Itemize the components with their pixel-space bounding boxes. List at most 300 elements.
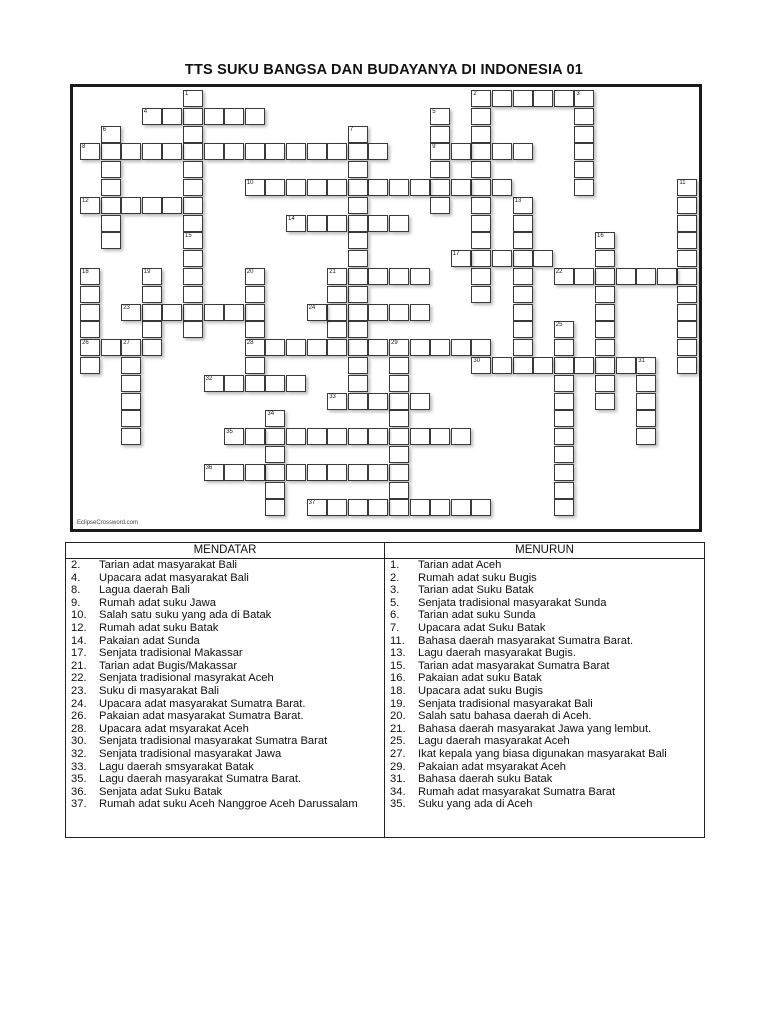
grid-cell[interactable] (389, 393, 409, 410)
grid-cell[interactable] (204, 464, 224, 481)
grid-cell[interactable] (101, 126, 121, 143)
grid-cell[interactable] (595, 232, 615, 249)
grid-cell[interactable] (348, 499, 368, 516)
grid-cell[interactable] (265, 482, 285, 499)
grid-cell[interactable] (80, 268, 100, 285)
grid-cell[interactable] (389, 499, 409, 516)
grid-cell[interactable] (348, 197, 368, 214)
grid-cell[interactable] (533, 250, 553, 267)
clue-text: Senjata adat Suku Batak (99, 785, 223, 798)
grid-cell[interactable] (245, 357, 265, 374)
grid-cell[interactable] (183, 197, 203, 214)
grid-cell[interactable] (471, 179, 491, 196)
grid-cell[interactable] (121, 197, 141, 214)
grid-cell[interactable] (348, 304, 368, 321)
grid-cell[interactable] (595, 339, 615, 356)
across-clue-list (66, 559, 384, 811)
grid-cell[interactable] (121, 304, 141, 321)
grid-cell[interactable] (245, 339, 265, 356)
grid-cell[interactable] (636, 268, 656, 285)
grid-cell[interactable] (183, 126, 203, 143)
grid-cell[interactable] (410, 428, 430, 445)
grid-cell[interactable] (368, 428, 388, 445)
grid-cell[interactable] (410, 339, 430, 356)
grid-cell[interactable] (513, 268, 533, 285)
grid-cell[interactable] (430, 499, 450, 516)
grid-cell[interactable] (101, 179, 121, 196)
clue-item (66, 773, 384, 786)
grid-cell[interactable] (245, 464, 265, 481)
grid-cell[interactable] (430, 428, 450, 445)
grid-cell[interactable] (513, 90, 533, 107)
grid-cell[interactable] (430, 161, 450, 178)
grid-cell[interactable] (368, 464, 388, 481)
grid-cell[interactable] (410, 304, 430, 321)
grid-cell[interactable] (327, 179, 347, 196)
grid-cell[interactable] (657, 268, 677, 285)
clue-number: 28 (246, 340, 254, 347)
grid-cell[interactable] (574, 268, 594, 285)
grid-cell[interactable] (348, 143, 368, 160)
grid-cell[interactable] (245, 304, 265, 321)
clue-text: Senjata tradisional masyarakat Bali (418, 697, 593, 710)
grid-cell[interactable] (142, 304, 162, 321)
clue-text: Senjata tradisional masyrakat Aceh (99, 672, 274, 685)
grid-cell[interactable] (265, 339, 285, 356)
grid-cell[interactable] (389, 357, 409, 374)
grid-cell[interactable] (410, 268, 430, 285)
grid-cell[interactable] (636, 357, 656, 374)
grid-cell[interactable] (348, 357, 368, 374)
grid-cell[interactable] (327, 215, 347, 232)
grid-cell[interactable] (430, 108, 450, 125)
grid-cell[interactable] (327, 339, 347, 356)
clue-item (66, 685, 384, 698)
grid-cell[interactable] (554, 446, 574, 463)
clue-item (385, 584, 704, 597)
grid-cell[interactable] (204, 143, 224, 160)
grid-cell[interactable] (348, 215, 368, 232)
grid-cell[interactable] (492, 250, 512, 267)
grid-cell[interactable] (368, 393, 388, 410)
grid-cell[interactable] (327, 393, 347, 410)
grid-cell[interactable] (162, 197, 182, 214)
grid-cell[interactable] (142, 108, 162, 125)
grid-cell[interactable] (451, 428, 471, 445)
grid-cell[interactable] (636, 393, 656, 410)
grid-cell[interactable] (101, 143, 121, 160)
grid-cell[interactable] (677, 286, 697, 303)
grid-cell[interactable] (368, 268, 388, 285)
grid-cell[interactable] (327, 428, 347, 445)
grid-cell[interactable] (677, 321, 697, 338)
grid-cell[interactable] (368, 339, 388, 356)
grid-cell[interactable] (616, 268, 636, 285)
grid-cell[interactable] (183, 321, 203, 338)
grid-cell[interactable] (183, 250, 203, 267)
grid-cell[interactable] (307, 179, 327, 196)
grid-cell[interactable] (204, 108, 224, 125)
grid-cell[interactable] (430, 179, 450, 196)
grid-cell[interactable] (265, 179, 285, 196)
grid-cell[interactable] (389, 268, 409, 285)
clue-text: Pakaian adat msyarakat Aceh (418, 760, 567, 773)
grid-cell[interactable] (595, 375, 615, 392)
clue-text: Lagua daerah Bali (99, 584, 190, 597)
grid-cell[interactable] (430, 143, 450, 160)
grid-cell[interactable] (492, 179, 512, 196)
clue-number: 34 (267, 411, 275, 418)
clue-number: 17 (452, 251, 460, 258)
grid-cell[interactable] (389, 304, 409, 321)
grid-cell[interactable] (121, 357, 141, 374)
grid-cell[interactable] (327, 321, 347, 338)
grid-cell[interactable] (389, 464, 409, 481)
grid-cell[interactable] (513, 250, 533, 267)
grid-cell[interactable] (677, 304, 697, 321)
grid-cell[interactable] (574, 126, 594, 143)
grid-cell[interactable] (183, 90, 203, 107)
grid-cell[interactable] (533, 90, 553, 107)
clue-text: Salah satu bahasa daerah di Aceh. (418, 710, 592, 723)
clue-text: Upacara adat Suku Batak (418, 621, 546, 634)
grid-cell[interactable] (513, 321, 533, 338)
grid-cell[interactable] (471, 232, 491, 249)
grid-cell[interactable] (183, 286, 203, 303)
grid-cell[interactable] (471, 161, 491, 178)
grid-cell[interactable] (595, 250, 615, 267)
grid-cell[interactable] (410, 393, 430, 410)
grid-cell[interactable] (492, 90, 512, 107)
grid-cell[interactable] (80, 143, 100, 160)
grid-cell[interactable] (677, 250, 697, 267)
grid-cell[interactable] (142, 143, 162, 160)
grid-cell[interactable] (204, 304, 224, 321)
grid-cell[interactable] (471, 143, 491, 160)
grid-cell[interactable] (80, 286, 100, 303)
grid-cell[interactable] (101, 339, 121, 356)
grid-cell[interactable] (368, 215, 388, 232)
clue-number: 13 (514, 197, 522, 204)
grid-cell[interactable] (307, 428, 327, 445)
clue-number: 2 (473, 91, 477, 97)
grid-cell[interactable] (368, 179, 388, 196)
clue-text: Senjata tradisional masyarakat Sumatra Barat (99, 735, 328, 748)
grid-cell[interactable] (471, 250, 491, 267)
grid-cell[interactable] (389, 446, 409, 463)
grid-cell[interactable] (142, 321, 162, 338)
grid-cell[interactable] (348, 339, 368, 356)
grid-cell[interactable] (348, 179, 368, 196)
clue-number: 24. (71, 697, 87, 710)
grid-cell[interactable] (307, 464, 327, 481)
grid-cell[interactable] (142, 339, 162, 356)
grid-cell[interactable] (430, 197, 450, 214)
clue-number: 10. (71, 609, 87, 622)
grid-cell[interactable] (348, 393, 368, 410)
grid-cell[interactable] (245, 286, 265, 303)
grid-cell[interactable] (389, 339, 409, 356)
grid-cell[interactable] (348, 428, 368, 445)
grid-cell[interactable] (616, 357, 636, 374)
grid-cell[interactable] (121, 339, 141, 356)
grid-cell[interactable] (265, 410, 285, 427)
grid-cell[interactable] (245, 108, 265, 125)
grid-cell[interactable] (554, 321, 574, 338)
grid-cell[interactable] (677, 232, 697, 249)
grid-cell[interactable] (286, 143, 306, 160)
grid-cell[interactable] (430, 126, 450, 143)
grid-cell[interactable] (368, 304, 388, 321)
grid-cell[interactable] (471, 268, 491, 285)
grid-cell[interactable] (677, 197, 697, 214)
grid-cell[interactable] (574, 108, 594, 125)
grid-cell[interactable] (245, 143, 265, 160)
grid-cell[interactable] (410, 499, 430, 516)
grid-cell[interactable] (389, 410, 409, 427)
grid-cell[interactable] (492, 357, 512, 374)
grid-cell[interactable] (265, 375, 285, 392)
grid-cell[interactable] (430, 339, 450, 356)
grid-cell[interactable] (348, 321, 368, 338)
grid-cell[interactable] (142, 286, 162, 303)
grid-cell[interactable] (101, 161, 121, 178)
clue-number: 33. (71, 760, 87, 773)
grid-cell[interactable] (286, 464, 306, 481)
clue-number: 7. (390, 621, 400, 634)
grid-cell[interactable] (327, 268, 347, 285)
clue-number: 30 (473, 358, 481, 364)
grid-cell[interactable] (451, 339, 471, 356)
grid-cell[interactable] (245, 375, 265, 392)
grid-cell[interactable] (286, 428, 306, 445)
grid-cell[interactable] (348, 286, 368, 303)
grid-cell[interactable] (554, 375, 574, 392)
grid-cell[interactable] (245, 268, 265, 285)
grid-cell[interactable] (307, 499, 327, 516)
grid-cell[interactable] (554, 268, 574, 285)
grid-cell[interactable] (574, 90, 594, 107)
grid-cell[interactable] (636, 428, 656, 445)
grid-cell[interactable] (183, 268, 203, 285)
grid-cell[interactable] (121, 428, 141, 445)
grid-cell[interactable] (101, 197, 121, 214)
clue-item (385, 647, 704, 660)
grid-cell[interactable] (677, 268, 697, 285)
grid-cell[interactable] (265, 446, 285, 463)
grid-cell[interactable] (121, 143, 141, 160)
clue-number: 14 (288, 215, 295, 222)
grid-cell[interactable] (348, 268, 368, 285)
grid-cell[interactable] (183, 108, 203, 125)
grid-cell[interactable] (554, 357, 574, 374)
grid-cell[interactable] (471, 197, 491, 214)
grid-cell[interactable] (554, 90, 574, 107)
grid-cell[interactable] (410, 179, 430, 196)
grid-cell[interactable] (224, 108, 244, 125)
grid-cell[interactable] (327, 143, 347, 160)
grid-cell[interactable] (471, 286, 491, 303)
grid-cell[interactable] (513, 143, 533, 160)
grid-cell[interactable] (265, 428, 285, 445)
grid-cell[interactable] (327, 304, 347, 321)
grid-cell[interactable] (554, 464, 574, 481)
grid-cell[interactable] (513, 286, 533, 303)
grid-cell[interactable] (513, 339, 533, 356)
grid-cell[interactable] (348, 126, 368, 143)
grid-cell[interactable] (286, 215, 306, 232)
grid-cell[interactable] (554, 393, 574, 410)
grid-cell[interactable] (389, 428, 409, 445)
grid-cell[interactable] (533, 357, 553, 374)
grid-cell[interactable] (142, 197, 162, 214)
grid-cell[interactable] (224, 375, 244, 392)
grid-cell[interactable] (451, 499, 471, 516)
grid-cell[interactable] (574, 161, 594, 178)
clue-item (385, 761, 704, 774)
grid-cell[interactable] (307, 339, 327, 356)
grid-cell[interactable] (142, 268, 162, 285)
grid-cell[interactable] (265, 464, 285, 481)
grid-cell[interactable] (574, 179, 594, 196)
grid-cell[interactable] (636, 410, 656, 427)
grid-cell[interactable] (183, 161, 203, 178)
grid-cell[interactable] (101, 232, 121, 249)
grid-cell[interactable] (513, 197, 533, 214)
grid-cell[interactable] (471, 126, 491, 143)
grid-cell[interactable] (348, 375, 368, 392)
grid-cell[interactable] (245, 428, 265, 445)
clue-text: Upacara adat masyarakat Bali (99, 571, 249, 584)
grid-cell[interactable] (595, 304, 615, 321)
grid-cell[interactable] (595, 268, 615, 285)
clue-number: 3. (390, 584, 400, 597)
grid-cell[interactable] (80, 339, 100, 356)
grid-cell[interactable] (327, 286, 347, 303)
grid-cell[interactable] (307, 143, 327, 160)
grid-cell[interactable] (492, 143, 512, 160)
grid-cell[interactable] (327, 499, 347, 516)
grid-cell[interactable] (677, 339, 697, 356)
grid-cell[interactable] (574, 357, 594, 374)
grid-cell[interactable] (101, 215, 121, 232)
grid-cell[interactable] (348, 464, 368, 481)
grid-cell[interactable] (80, 197, 100, 214)
grid-cell[interactable] (389, 482, 409, 499)
page-title: TTS SUKU BANGSA DAN BUDAYANYA DI INDONESIA 01 (184, 62, 584, 78)
grid-cell[interactable] (245, 321, 265, 338)
grid-cell[interactable] (595, 286, 615, 303)
grid-cell[interactable] (554, 339, 574, 356)
grid-cell[interactable] (368, 499, 388, 516)
clue-item (66, 660, 384, 673)
down-heading: MENURUN (385, 543, 704, 559)
grid-cell[interactable] (224, 428, 244, 445)
grid-cell[interactable] (595, 357, 615, 374)
grid-cell[interactable] (348, 232, 368, 249)
grid-cell[interactable] (286, 339, 306, 356)
grid-cell[interactable] (204, 375, 224, 392)
grid-cell[interactable] (307, 215, 327, 232)
grid-cell[interactable] (677, 357, 697, 374)
across-clues-column (66, 543, 385, 837)
grid-cell[interactable] (183, 232, 203, 249)
grid-cell[interactable] (224, 143, 244, 160)
grid-cell[interactable] (471, 108, 491, 125)
grid-cell[interactable] (307, 304, 327, 321)
grid-cell[interactable] (677, 215, 697, 232)
grid-cell[interactable] (554, 410, 574, 427)
grid-cell[interactable] (574, 143, 594, 160)
grid-cell[interactable] (513, 215, 533, 232)
grid-cell[interactable] (636, 375, 656, 392)
grid-cell[interactable] (121, 410, 141, 427)
grid-cell[interactable] (245, 179, 265, 196)
grid-cell[interactable] (286, 179, 306, 196)
grid-cell[interactable] (389, 215, 409, 232)
grid-cell[interactable] (286, 375, 306, 392)
grid-cell[interactable] (554, 499, 574, 516)
grid-cell[interactable] (451, 143, 471, 160)
grid-cell[interactable] (554, 428, 574, 445)
grid-cell[interactable] (451, 250, 471, 267)
grid-cell[interactable] (513, 232, 533, 249)
grid-cell[interactable] (348, 161, 368, 178)
grid-cell[interactable] (183, 215, 203, 232)
grid-cell[interactable] (451, 179, 471, 196)
grid-cell[interactable] (471, 339, 491, 356)
grid-cell[interactable] (121, 375, 141, 392)
clue-number: 4 (143, 108, 148, 115)
clue-number: 19. (390, 697, 406, 710)
grid-cell[interactable] (162, 304, 182, 321)
grid-cell[interactable] (471, 357, 491, 374)
grid-cell[interactable] (368, 143, 388, 160)
grid-cell[interactable] (595, 321, 615, 338)
clue-number: 33 (329, 393, 336, 400)
grid-cell[interactable] (265, 143, 285, 160)
grid-cell[interactable] (513, 357, 533, 374)
grid-cell[interactable] (389, 179, 409, 196)
grid-cell[interactable] (265, 499, 285, 516)
grid-cell[interactable] (183, 143, 203, 160)
grid-cell[interactable] (183, 304, 203, 321)
grid-cell[interactable] (162, 108, 182, 125)
grid-cell[interactable] (162, 143, 182, 160)
grid-cell[interactable] (471, 215, 491, 232)
grid-cell[interactable] (121, 393, 141, 410)
grid-cell[interactable] (224, 304, 244, 321)
grid-cell[interactable] (389, 375, 409, 392)
grid-cell[interactable] (327, 464, 347, 481)
grid-cell[interactable] (80, 321, 100, 338)
clue-text: Pakaian adat Sunda (99, 634, 200, 647)
grid-cell[interactable] (183, 179, 203, 196)
grid-cell[interactable] (471, 499, 491, 516)
clue-number: 26 (82, 340, 89, 347)
grid-cell[interactable] (80, 304, 100, 321)
grid-cell[interactable] (224, 464, 244, 481)
grid-cell[interactable] (471, 90, 491, 107)
grid-cell[interactable] (677, 179, 697, 196)
grid-cell[interactable] (513, 304, 533, 321)
grid-cell[interactable] (80, 357, 100, 374)
grid-cell[interactable] (554, 482, 574, 499)
grid-cell[interactable] (348, 250, 368, 267)
clue-number: 4. (71, 571, 81, 584)
clue-item (66, 647, 384, 660)
grid-cell[interactable] (595, 393, 615, 410)
